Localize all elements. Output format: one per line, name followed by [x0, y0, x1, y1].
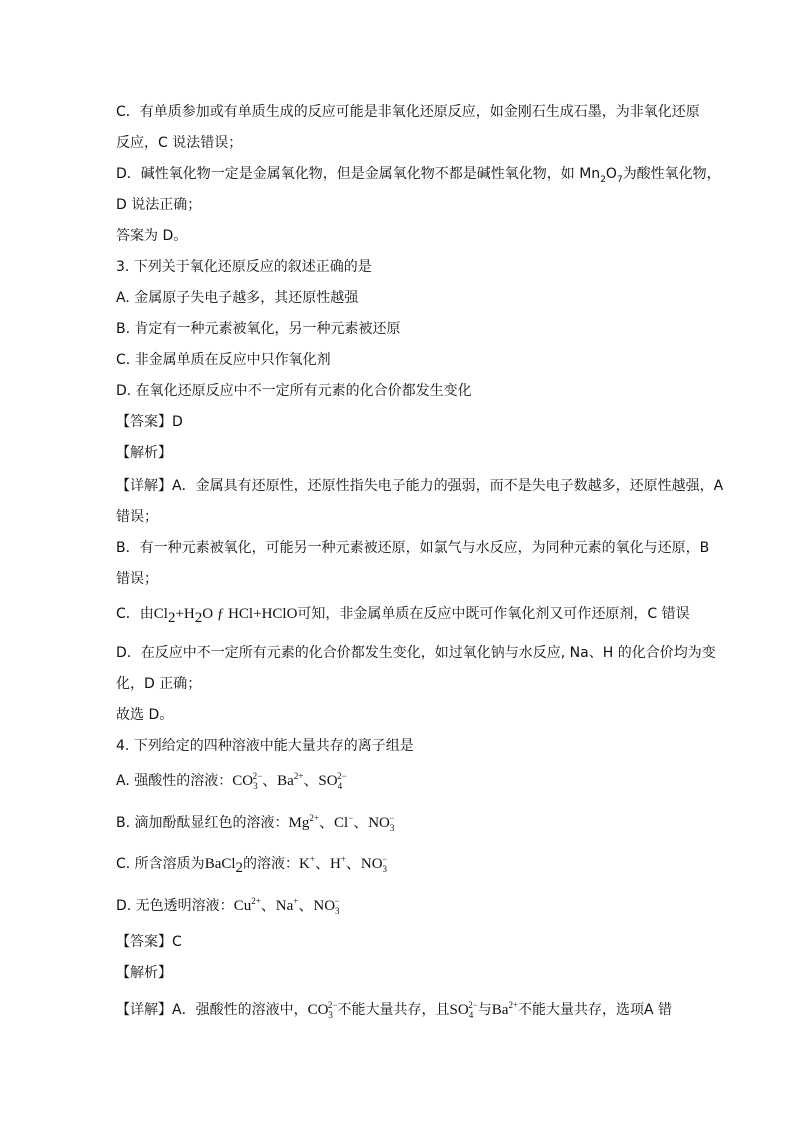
text-line: 【详解】A．金属具有还原性，还原性指失电子能力的强弱，而不是失电子数越多，还原性越强，A	[116, 478, 724, 494]
formula: O ƒ HCl+HClO	[202, 606, 298, 622]
text-line	[116, 164, 721, 184]
ion-formula: $SO_4^{2-}$	[449, 1000, 478, 1020]
text-span: D．碱性氧化物一定是金属氧化物，但是金属氧化物不都是碱性氧化物，如 Mn	[116, 166, 601, 182]
text-line: D 说法正确；	[116, 197, 202, 213]
text-line: 错误；	[116, 509, 158, 525]
question-4-stem: 4. 下列给定的四种溶液中能大量共存的离子组是	[116, 738, 414, 754]
subscript: 2	[600, 174, 606, 185]
option-b: B. 肯定有一种元素被氧化，另一种元素被还原	[116, 321, 401, 337]
ion-formula: $CO_3^{2-}$、$Ba^{2+}$、$SO_4^{2-}$	[232, 771, 347, 791]
formula: +H	[175, 606, 195, 622]
text-line: 反应，C 说法错误；	[116, 135, 243, 151]
text-line: 错误；	[116, 571, 158, 587]
option-a	[116, 771, 347, 792]
option-c: C. 非金属单质在反应中只作氧化剂	[116, 352, 331, 368]
subscript: 2	[194, 609, 203, 626]
equation-line	[116, 604, 690, 624]
text-line: 故选 D。	[116, 707, 174, 723]
question-3-stem: 3. 下列关于氧化还原反应的叙述正确的是	[116, 259, 372, 275]
formula: BaCl	[204, 856, 236, 872]
text-span: 不能大量共存，选项A 错	[518, 1002, 673, 1018]
option-c	[116, 854, 387, 875]
text-line: 化，D 正确；	[116, 676, 202, 692]
text-line	[116, 1000, 672, 1021]
text-span: 可知，非金属单质在反应中既可作氧化剂又可作还原剂，C 错误	[297, 606, 690, 622]
text-span: C. 所含溶质为	[116, 856, 205, 872]
ion-formula: K+、H+、$NO_3^-$	[299, 854, 388, 874]
text-span: 与	[477, 1002, 492, 1018]
text-span: D. 无色透明溶液：	[116, 898, 234, 914]
answer-label: 【答案】C	[116, 934, 182, 950]
answer-label: 【答案】D	[116, 414, 183, 430]
text-span: 的溶液：	[243, 856, 300, 872]
ion-formula: $Mg^{2+}$、Cl−、$NO_3^-$	[288, 813, 395, 833]
ion-formula: $CO_3^{2-}$	[307, 1000, 338, 1020]
subscript: 2	[235, 859, 244, 876]
text-line: 答案为 D。	[116, 228, 188, 244]
text-span: 不能大量共存，且	[337, 1002, 450, 1018]
option-d	[116, 896, 340, 917]
analysis-label: 【解析】	[116, 445, 172, 461]
formula: Cl	[153, 606, 168, 622]
text-span: C．由	[116, 606, 154, 622]
text-line: B．有一种元素被氧化，可能另一种元素被还原，如氯气与水反应，为同种元素的氧化与还原，B	[116, 540, 710, 556]
text-line: C．有单质参加或有单质生成的反应可能是非氧化还原反应，如金刚石生成石墨，为非氧化还原	[116, 104, 700, 120]
subscript: 7	[616, 174, 623, 185]
analysis-label: 【解析】	[116, 965, 172, 981]
text-span: 为酸性氧化物，	[622, 166, 721, 182]
text-span: 【详解】A．强酸性的溶液中，	[116, 1002, 308, 1018]
option-d: D. 在氧化还原反应中不一定所有元素的化合价都发生变化	[116, 383, 472, 399]
option-b	[116, 813, 394, 834]
option-a: A. 金属原子失电子越多，其还原性越强	[116, 290, 359, 306]
ion-formula: $Cu^{2+}$、Na+、$NO_3^-$	[233, 896, 340, 916]
text-line: D．在反应中不一定所有元素的化合价都发生变化，如过氧化钠与水反应, Na、H 的化合价均为变	[116, 645, 716, 661]
ion-formula: $Ba^{2+}$	[491, 1000, 519, 1018]
subscript: 2	[167, 609, 176, 626]
text-span: A. 强酸性的溶液：	[116, 773, 233, 789]
text-span: B. 滴加酚酞显红色的溶液：	[116, 815, 289, 831]
text-span: O	[605, 166, 617, 182]
